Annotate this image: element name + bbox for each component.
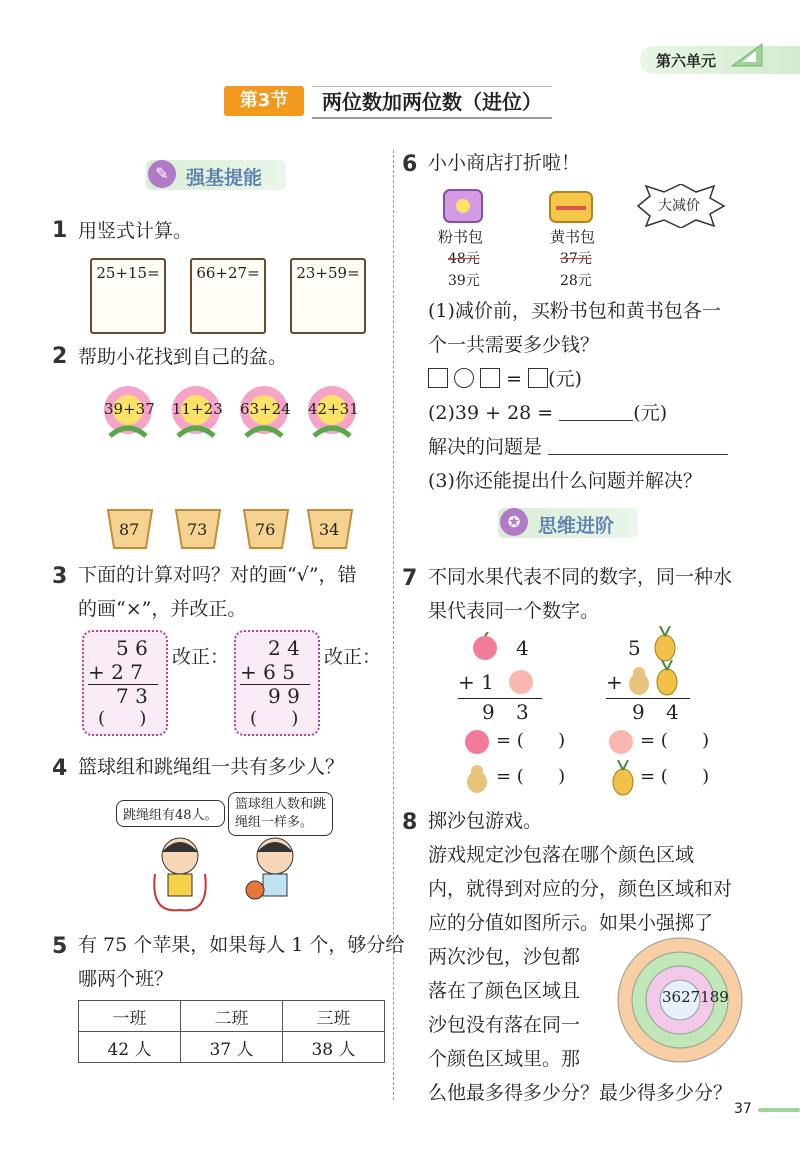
q5-line1: 有 75 个苹果，如果每人 1 个，够分给: [78, 934, 405, 956]
q8-number: 8: [402, 810, 418, 835]
q7-line1: 不同水果代表不同的数字，同一种水: [428, 566, 733, 588]
flower-expr-1: 39+37: [104, 400, 155, 418]
q7b-res2: 4: [666, 700, 679, 724]
q3b-row3: 9 9: [268, 684, 300, 708]
unit-yuan: (元): [548, 368, 582, 390]
flower-expr-2: 11+23: [172, 400, 223, 418]
q6-number: 6: [402, 152, 418, 177]
q5-number: 5: [52, 934, 68, 959]
q6-p1-line1: (1)减价前，买粉书包和黄书包各一: [428, 300, 721, 322]
q7a-res2: 3: [516, 700, 529, 724]
q1-expr-2: 66+27=: [196, 264, 260, 282]
q8-line5: 落在了颜色区域且: [428, 980, 581, 1002]
q2-number: 2: [52, 344, 68, 369]
answer-box[interactable]: [428, 368, 448, 388]
q1-box-1: [90, 258, 166, 334]
q3b-fix: 改正：: [324, 646, 382, 668]
flower-expr-4: 42+31: [308, 400, 359, 418]
apple-icon: [470, 632, 500, 662]
q6-p2-unit: (元): [633, 402, 668, 424]
q6-p2-expr: (2)39 + 28 =: [428, 402, 554, 424]
q3a-row3: 7 3: [116, 684, 148, 708]
q7-eq-pear[interactable]: = ( ): [496, 766, 566, 787]
ruler-icon: [728, 40, 768, 70]
bubble-basketball-line2: 绳组一样多。: [235, 815, 314, 830]
q8-line4: 两次沙包，沙包都: [428, 946, 581, 968]
bag1-name: 粉书包: [438, 228, 484, 246]
yellow-bag-icon: [546, 184, 596, 224]
table-header-row: [79, 1001, 385, 1032]
class-table: [78, 1000, 385, 1063]
section-title: 两位数加两位数（进位）: [312, 86, 552, 119]
table-header: 三班: [283, 1001, 385, 1032]
q1-box-2: [190, 258, 266, 334]
apple-icon: [462, 726, 492, 756]
section-think-title: 思维进阶: [538, 515, 615, 537]
q3a-row1: 5 6: [116, 636, 148, 660]
q6-p2-blank[interactable]: [559, 400, 633, 421]
q7a-top: 4: [516, 636, 529, 660]
q8-line7: 个颜色区域里。那: [428, 1048, 581, 1070]
table-cell: 42 人: [79, 1032, 181, 1063]
q5-line2: 哪两个班？: [78, 968, 174, 990]
table-header: 二班: [181, 1001, 283, 1032]
q4-text: 篮球组和跳绳组一共有多少人？: [78, 756, 345, 778]
q7-number: 7: [402, 566, 418, 591]
bubble-jump-rope-text: 跳绳组有48人。: [123, 808, 218, 823]
q2-text: 帮助小花找到自己的盆。: [78, 346, 288, 368]
q7a-line: [458, 698, 542, 699]
flower-expr-3: 63+24: [240, 400, 291, 418]
q4-number: 4: [52, 756, 68, 781]
q6-p2: [428, 396, 667, 430]
q1-number: 1: [52, 218, 68, 243]
answer-box[interactable]: [528, 368, 548, 388]
q6-text: 小小商店打折啦！: [428, 152, 581, 174]
q1-text: 用竖式计算。: [78, 220, 193, 242]
q8-line6: 沙包没有落在同一: [428, 1014, 581, 1036]
pot-value-4: 34: [319, 520, 340, 539]
q8-title: 掷沙包游戏。: [428, 810, 543, 832]
pear-icon: [464, 762, 490, 794]
score-third: 18: [700, 988, 720, 1006]
q7-line2: 果代表同一个数字。: [428, 600, 600, 622]
page-number: 37: [734, 1101, 752, 1117]
score-second: 27: [681, 988, 701, 1006]
bubble-basketball-line1: 篮球组人数和跳: [235, 797, 327, 812]
pineapple-icon: [654, 660, 680, 696]
q8-line1: 游戏规定沙包落在哪个颜色区域: [428, 844, 695, 866]
medal-icon: ✪: [500, 508, 528, 536]
q8-line3: 应的分值如图所示。如果小强掷了: [428, 912, 714, 934]
bag2-old-price: 37元: [560, 251, 592, 267]
table-cell: 37 人: [181, 1032, 283, 1063]
q1-box-3: [290, 258, 366, 334]
q8-line8: 么他最多得多少分？最少得多少分？: [428, 1082, 733, 1104]
q7a-res1: 9: [482, 700, 495, 724]
section-tag: 第3节: [224, 86, 304, 116]
pink-bag-icon: [440, 184, 486, 224]
q3-line2: 的画“×”，并改正。: [78, 598, 247, 620]
table-cell: 38 人: [283, 1032, 385, 1063]
pineapple-icon: [610, 760, 636, 796]
q3a-fix: 改正：: [172, 646, 230, 668]
score-outer: 9: [719, 988, 729, 1006]
pineapple-icon: [652, 626, 678, 662]
q7a-plus: + 1: [458, 670, 494, 694]
pot-value-2: 73: [187, 520, 208, 539]
pencil-icon: ✎: [148, 160, 176, 188]
sale-label: 大减价: [658, 198, 700, 214]
boy-jump-rope-icon: [154, 838, 205, 910]
q6-p2b-label: 解决的问题是: [428, 436, 543, 458]
q7b-line: [606, 698, 690, 699]
footer-bar: [758, 1108, 800, 1112]
q7b-top: 5: [628, 636, 641, 660]
boy-basketball-icon: [246, 838, 293, 899]
q3b-blank[interactable]: ( ): [250, 708, 299, 729]
q6-p2b: [428, 430, 728, 464]
q1-expr-3: 23+59=: [296, 264, 360, 282]
q6-p3: (3)你还能提出什么问题并解决？: [428, 470, 702, 492]
q3b-row1: 2 4: [268, 636, 300, 660]
bubble-basketball: [228, 792, 333, 836]
q7b-plus: +: [606, 670, 623, 694]
q7-eq-pineapple[interactable]: = ( ): [640, 766, 710, 787]
equals-sign: =: [506, 368, 529, 390]
answer-box[interactable]: [480, 368, 500, 388]
q6-p2b-blank[interactable]: [548, 434, 728, 455]
table-header: 一班: [79, 1001, 181, 1032]
bag2-new-price: 28元: [560, 273, 592, 289]
table-row: [79, 1032, 385, 1063]
q3a-row2: + 2 7: [88, 660, 143, 684]
pear-icon: [626, 664, 652, 696]
q3-number: 3: [52, 564, 68, 589]
section-basic-title: 强基提能: [186, 167, 263, 189]
q6-p1-line2: 个一共需要多少钱？: [428, 334, 600, 356]
q7-eq-peach[interactable]: = ( ): [640, 730, 710, 751]
q3-line1: 下面的计算对吗？对的画“√”，错: [78, 564, 357, 586]
peach-icon: [506, 666, 536, 696]
q1-expr-1: 25+15=: [96, 264, 160, 282]
target-scores: [662, 988, 729, 1006]
q3b-row2: + 6 5: [240, 660, 295, 684]
bag2-name: 黄书包: [550, 228, 596, 246]
q6-p1-answer: [428, 362, 582, 396]
unit-label: 第六单元: [656, 52, 717, 70]
q8-line2: 内，就得到对应的分，颜色区域和对: [428, 878, 733, 900]
q7b-res1: 9: [632, 700, 645, 724]
bag1-new-price: 39元: [448, 273, 480, 289]
bag1-old-price: 48元: [448, 251, 480, 267]
bubble-jump-rope: [116, 800, 225, 827]
operator-circle[interactable]: [454, 368, 474, 388]
kids-illustration: [150, 834, 310, 914]
score-center: 36: [662, 988, 682, 1006]
pot-value-1: 87: [119, 520, 140, 539]
pot-value-3: 76: [255, 520, 276, 539]
q3a-blank[interactable]: ( ): [98, 708, 147, 729]
q7-eq-apple[interactable]: = ( ): [496, 730, 566, 751]
peach-icon: [606, 726, 636, 756]
